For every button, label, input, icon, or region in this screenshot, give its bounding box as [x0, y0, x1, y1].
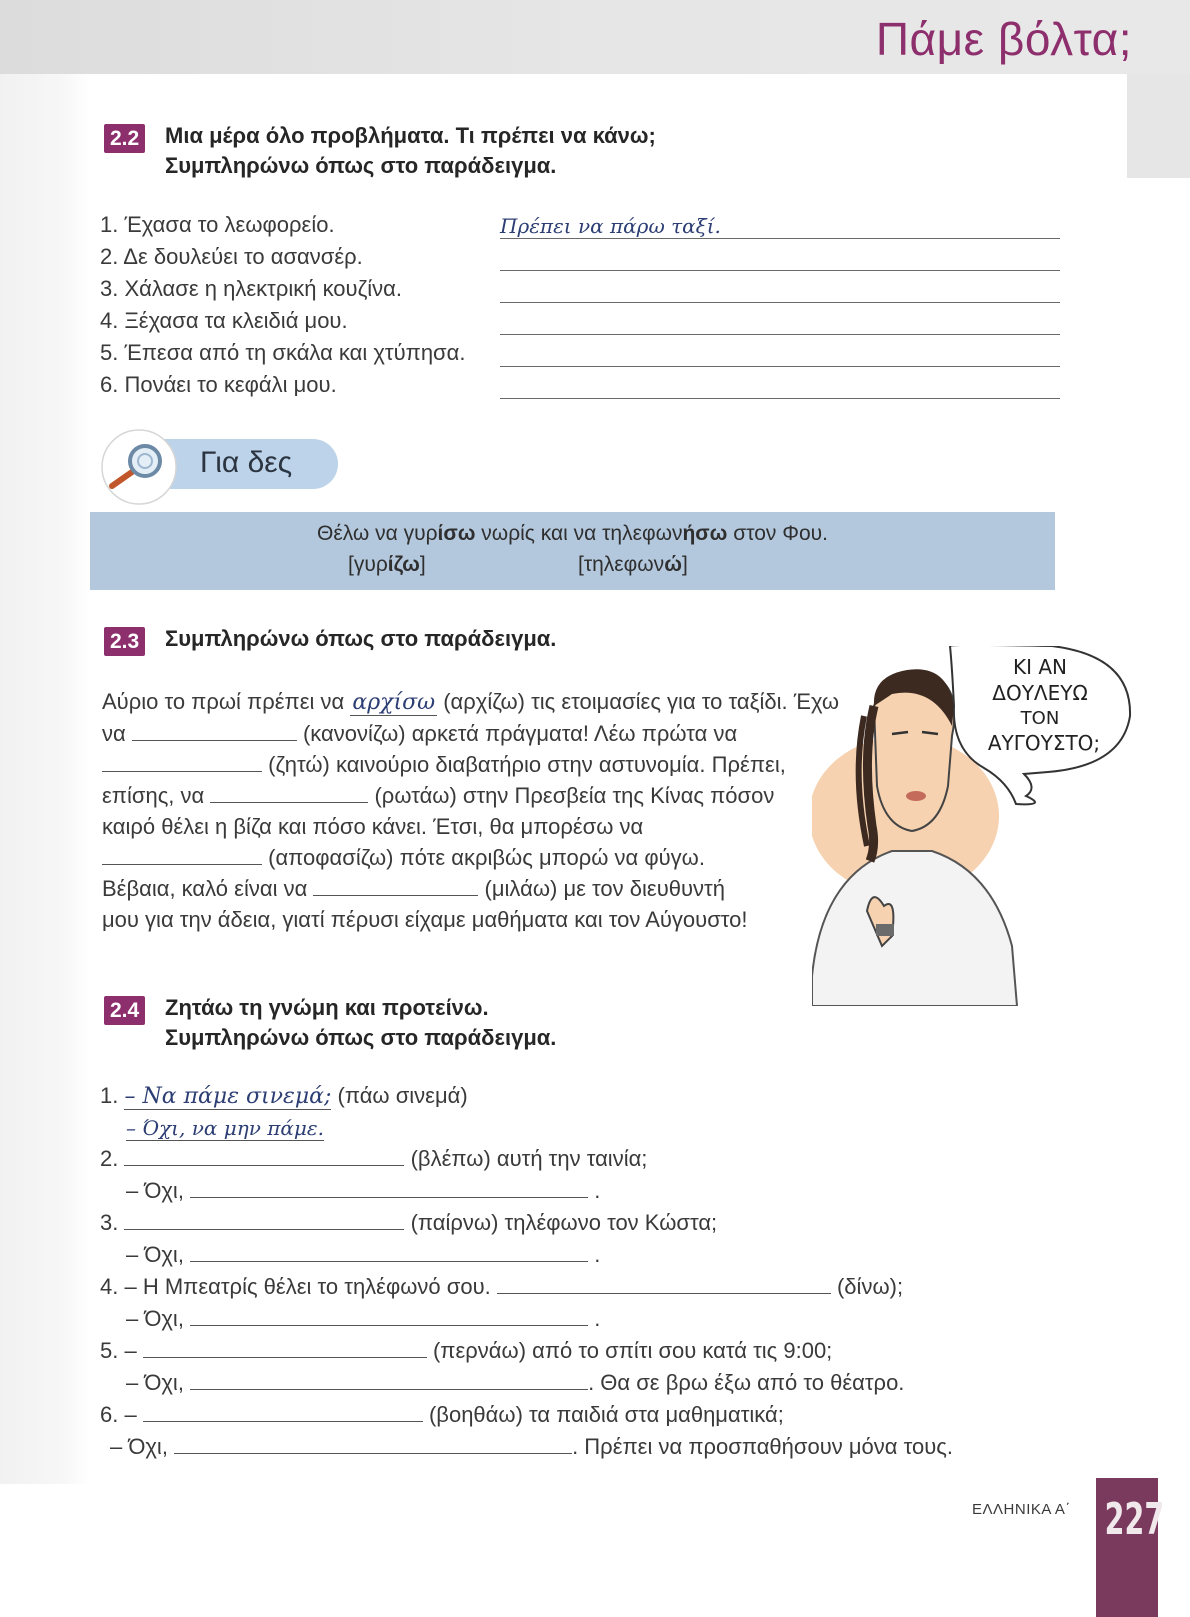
- reply-tail: . Θα σε βρω έξω από το θέατρο.: [588, 1370, 905, 1395]
- exercise-item: [126, 1178, 600, 1204]
- bold-ending: ήσω: [682, 522, 728, 545]
- speech-bubble-text: ΤΟΝ: [1020, 708, 1060, 729]
- reply-prefix: – Όχι,: [126, 1178, 184, 1203]
- text-span: (αποφασίζω) πότε ακριβώς μπορώ να φύγω.: [268, 845, 705, 870]
- answer-line[interactable]: [500, 270, 1060, 271]
- paragraph-line: [102, 749, 839, 780]
- list-item: 3. Χάλασε η ηλεκτρική κουζίνα.: [100, 276, 402, 301]
- answer-blank[interactable]: [313, 877, 478, 896]
- exercise-item: [100, 1210, 717, 1236]
- text-span: (κανονίζω) αρκετά πράγματα! Λέω πρώτα να: [302, 721, 738, 746]
- paragraph-line: [102, 686, 839, 718]
- bold-ending: ώ: [664, 553, 682, 576]
- dash: –: [124, 1402, 137, 1427]
- verb-hint: (βλέπω) αυτή την ταινία;: [410, 1146, 648, 1171]
- item-number: 4.: [100, 1274, 119, 1299]
- answer-line[interactable]: [500, 302, 1060, 303]
- text-span: [τηλεφων: [578, 553, 665, 576]
- exercise-item: [100, 1146, 647, 1172]
- answer-blank[interactable]: [132, 722, 297, 741]
- punctuation: .: [594, 1242, 601, 1267]
- verb-hint: (παίρνω) τηλέφωνο τον Κώστα;: [410, 1210, 718, 1235]
- answer-blank[interactable]: [190, 1243, 588, 1262]
- text-span: ]: [419, 553, 426, 576]
- exercise-item: [110, 1434, 953, 1460]
- answer-line[interactable]: [500, 366, 1060, 367]
- text-span: νωρίς και να τηλεφων: [475, 522, 683, 545]
- exercise-item: [100, 1338, 832, 1364]
- dash: –: [124, 1084, 136, 1109]
- cartoon-man-illustration: [812, 646, 1152, 1006]
- exercise-number-badge: 2.2: [104, 124, 145, 153]
- text-span: (ζητώ) καινούριο διαβατήριο στην αστυνομία. Πρέπει,: [268, 752, 786, 777]
- page-number: 227: [1104, 1494, 1165, 1545]
- heading-line: Ζητάω τη γνώμη και προτείνω.: [165, 995, 489, 1020]
- verb-hint: (πάω σινεμά): [337, 1083, 468, 1108]
- exercise-item: [100, 1402, 784, 1428]
- tip-label: Για δες: [200, 446, 293, 479]
- answer-blank[interactable]: [210, 784, 368, 803]
- reply-prefix: – Όχι,: [110, 1434, 168, 1459]
- answer-blank[interactable]: [497, 1275, 831, 1294]
- exercise-item: [126, 1370, 904, 1396]
- exercise-number-badge: 2.3: [104, 627, 145, 656]
- reply-prefix: – Όχι,: [126, 1306, 184, 1331]
- item-number: 1.: [100, 1083, 119, 1108]
- prompt-text: – Η Μπεατρίς θέλει το τηλέφωνό σου.: [124, 1274, 491, 1299]
- exercise-item: [126, 1306, 600, 1332]
- heading-line: Συμπληρώνω όπως στο παράδειγμα.: [165, 1025, 557, 1050]
- paragraph-line: [102, 842, 839, 873]
- bold-ending: ίζω: [387, 553, 420, 576]
- answer-line[interactable]: [500, 238, 1060, 239]
- text-span: (ρωτάω) στην Πρεσβεία της Κίνας πόσον: [374, 783, 775, 808]
- text-span: (μιλάω) με τον διευθυντή: [484, 876, 725, 901]
- text-span: επίσης, να: [102, 783, 205, 808]
- answer-blank[interactable]: [143, 1403, 423, 1422]
- list-item: 2. Δε δουλεύει το ασανσέρ.: [100, 244, 363, 269]
- paragraph-line: [102, 718, 839, 749]
- answer-line[interactable]: [500, 398, 1060, 399]
- answer-blank[interactable]: [102, 753, 262, 772]
- punctuation: .: [594, 1306, 601, 1331]
- answer-blank[interactable]: [190, 1179, 588, 1198]
- fill-in-paragraph: [102, 686, 839, 935]
- item-number: 5.: [100, 1338, 119, 1363]
- answer-blank[interactable]: [190, 1307, 588, 1326]
- paragraph-line: μου για την άδεια, γιατί πέρυσι είχαμε μαθήματα και τον Αύγουστο!: [102, 907, 748, 932]
- right-margin-band: [1127, 74, 1190, 178]
- list-item: 5. Έπεσα από τη σκάλα και χτύπησα.: [100, 340, 466, 365]
- text-span: Θέλω να γυρ: [317, 522, 438, 545]
- text-span: (αρχίζω) τις ετοιμασίες για το ταξίδι. Έχω: [443, 689, 840, 714]
- handwritten-answer: – Όχι, να μην πάμε.: [126, 1116, 324, 1140]
- reply-tail: . Πρέπει να προσπαθήσουν μόνα τους.: [572, 1434, 953, 1459]
- grammar-base-form: [578, 553, 688, 577]
- page-title: Πάμε βόλτα;: [875, 13, 1132, 65]
- text-span: να: [102, 721, 126, 746]
- grammar-example-sentence: [90, 522, 1055, 546]
- text-span: [γυρ: [348, 553, 388, 576]
- list-item: 4. Ξέχασα τα κλειδιά μου.: [100, 308, 348, 333]
- exercise-item: [100, 1274, 903, 1300]
- text-span: ]: [681, 553, 688, 576]
- item-number: 2.: [100, 1146, 119, 1171]
- speech-bubble-text: ΚΙ ΑΝ: [1012, 655, 1068, 679]
- reply-prefix: – Όχι,: [126, 1242, 184, 1267]
- handwritten-answer: Πρέπει να πάρω ταξί.: [500, 214, 721, 238]
- paragraph-line: [102, 780, 839, 811]
- exercise-heading: Συμπληρώνω όπως στο παράδειγμα.: [165, 626, 557, 651]
- paragraph-line: καιρό θέλει η βίζα και πόσο κάνει. Έτσι, θα μπορέσω να: [102, 814, 644, 839]
- text-span: στον Φου.: [727, 522, 828, 545]
- text-span: Αύριο το πρωί πρέπει να: [102, 689, 345, 714]
- speech-bubble-text: ΑΥΓΟΥΣΤΟ;: [987, 731, 1101, 755]
- heading-line: Συμπληρώνω όπως στο παράδειγμα.: [165, 153, 557, 178]
- paragraph-line: [102, 873, 839, 904]
- verb-hint: (βοηθάω) τα παιδιά στα μαθηματικά;: [428, 1402, 784, 1427]
- left-margin-shade: [0, 74, 90, 1484]
- dash: –: [124, 1338, 137, 1363]
- answer-blank[interactable]: [190, 1371, 588, 1390]
- exercise-heading: [165, 993, 556, 1053]
- text-span: Βέβαια, καλό είναι να: [102, 876, 308, 901]
- verb-hint: (περνάω) από το σπίτι σου κατά τις 9:00;: [432, 1338, 833, 1363]
- magnifier-icon: [100, 428, 178, 506]
- handwritten-answer: αρχίσω: [352, 690, 436, 715]
- exercise-item: [100, 1083, 468, 1109]
- exercise-heading: [165, 121, 656, 181]
- handwritten-answer: [124, 1084, 331, 1110]
- answer-blank[interactable]: [174, 1435, 572, 1454]
- item-number: 3.: [100, 1210, 119, 1235]
- book-title-footer: ΕΛΛΗΝΙΚΑ Α΄: [972, 1501, 1071, 1518]
- answer-blank[interactable]: [102, 846, 262, 865]
- verb-hint: (δίνω);: [836, 1274, 904, 1299]
- heading-line: Μια μέρα όλο προβλήματα. Τι πρέπει να κάνω;: [165, 123, 656, 148]
- grammar-base-form: [348, 553, 426, 577]
- answer-text: Να πάμε σινεμά;: [142, 1084, 332, 1109]
- exercise-number-badge: 2.4: [104, 996, 145, 1025]
- answer-line[interactable]: [500, 334, 1060, 335]
- answer-blank[interactable]: [143, 1339, 427, 1358]
- answer-blank[interactable]: [124, 1147, 404, 1166]
- exercise-item: [126, 1242, 600, 1268]
- bold-ending: ίσω: [437, 522, 476, 545]
- reply-prefix: – Όχι,: [126, 1370, 184, 1395]
- item-number: 6.: [100, 1402, 119, 1427]
- punctuation: .: [594, 1178, 601, 1203]
- list-item: 6. Πονάει το κεφάλι μου.: [100, 372, 337, 397]
- speech-bubble-text: ΔΟΥΛΕΥΩ: [992, 681, 1088, 705]
- answer-blank[interactable]: [124, 1211, 404, 1230]
- list-item: 1. Έχασα το λεωφορείο.: [100, 212, 335, 237]
